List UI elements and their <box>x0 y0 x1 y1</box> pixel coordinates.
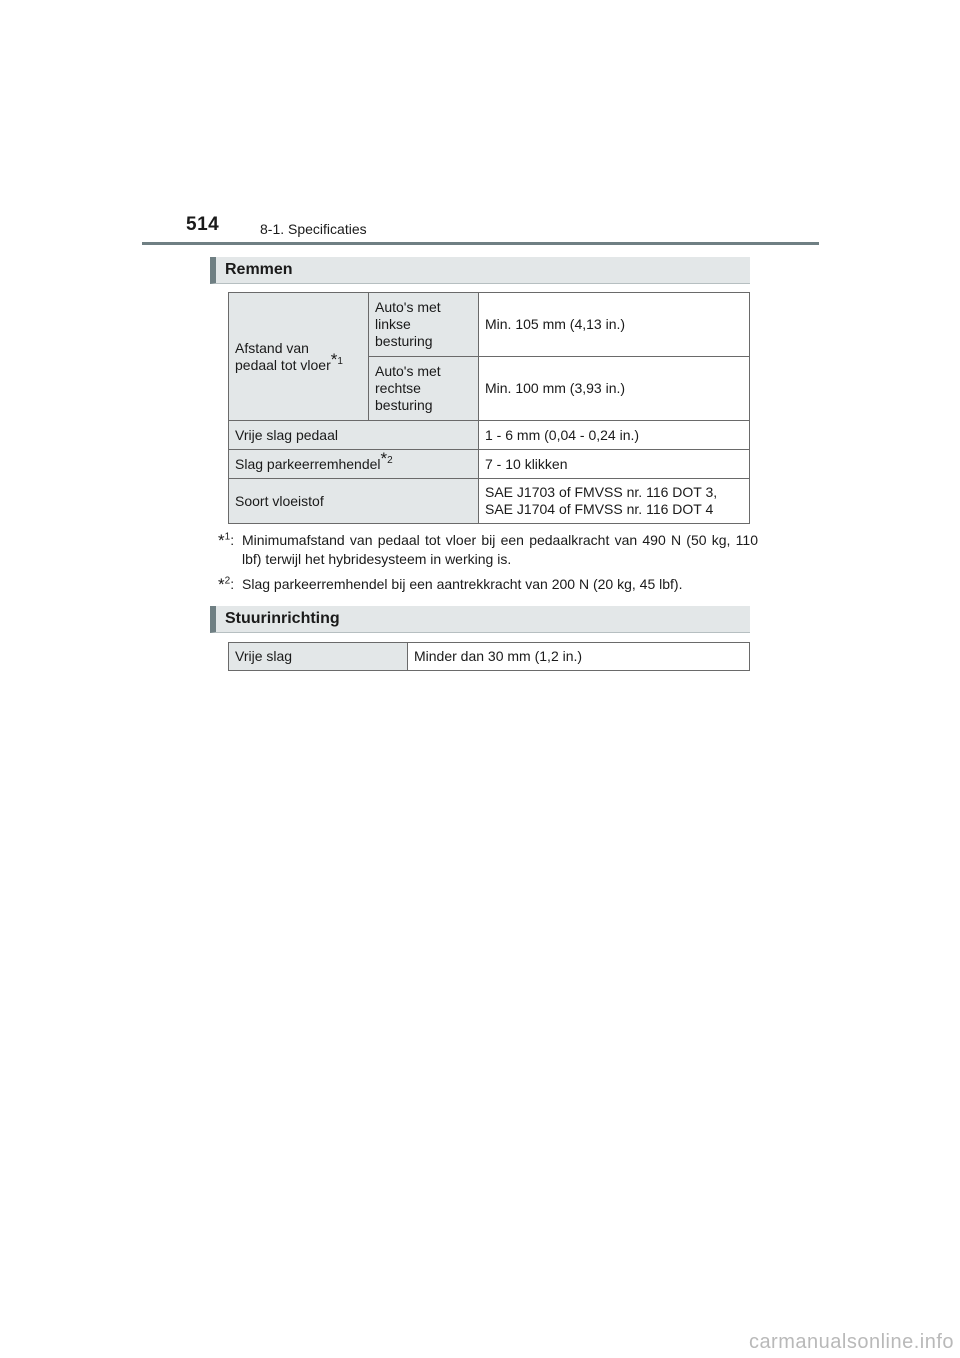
steering-spec-table <box>228 642 750 671</box>
fluid-type-label: Soort vloeistof <box>229 479 479 524</box>
free-play-label: Vrije slag pedaal <box>229 421 479 450</box>
table-row <box>229 450 750 479</box>
table-row <box>229 293 750 357</box>
pedal-distance-label: Afstand van pedaal tot vloer <box>235 339 331 373</box>
footnote-ref-2: 2 <box>387 454 393 466</box>
steering-free-play-label: Vrije slag <box>229 643 408 671</box>
lhd-value: Min. 105 mm (4,13 in.) <box>479 293 750 357</box>
header-rule <box>142 242 819 245</box>
section-title-steering: Stuurinrichting <box>225 610 340 627</box>
table-row <box>229 643 750 671</box>
footnote-2 <box>218 575 758 594</box>
free-play-value: 1 - 6 mm (0,04 - 0,24 in.) <box>479 421 750 450</box>
lhd-label: Auto's met linkse besturing <box>369 293 479 357</box>
rhd-value: Min. 100 mm (3,93 in.) <box>479 357 750 421</box>
section-title-brakes: Remmen <box>225 261 293 278</box>
lever-travel-label: Slag parkeerremhendel <box>235 455 381 472</box>
rhd-label: Auto's met rechtse besturing <box>369 357 479 421</box>
table-row <box>229 479 750 524</box>
chapter-title: 8-1. Specificaties <box>260 221 367 237</box>
table-row <box>229 421 750 450</box>
footnote-mark-1: *$^1$: <box>218 531 235 550</box>
section-heading-steering <box>210 606 750 633</box>
footnote-text-1: Minimumafstand van pedaal tot vloer bij een pedaalkracht van 490 N (50 kg, 110 lbf) terwijl het hybridesysteem in werking is. <box>242 532 758 567</box>
section-heading-brakes <box>210 257 750 284</box>
brakes-spec-table <box>228 292 750 524</box>
footnote-mark-2: *$^2$: <box>218 575 235 594</box>
steering-free-play-value: Minder dan 30 mm (1,2 in.) <box>408 643 750 671</box>
page-number: 514 <box>186 214 220 235</box>
footnote-text-2: Slag parkeerremhendel bij een aantrekkracht van 200 N (20 kg, 45 lbf). <box>242 576 683 592</box>
watermark: carmanualsonline.info <box>748 1331 954 1353</box>
lever-travel-value: 7 - 10 klikken <box>479 450 750 479</box>
footnote-1 <box>218 531 758 569</box>
footnote-ref-1: 1 <box>337 355 343 367</box>
fluid-type-value: SAE J1703 of FMVSS nr. 116 DOT 3, SAE J1704 of FMVSS nr. 116 DOT 4 <box>479 479 750 524</box>
pedal-distance-label-cell: Afstand van pedaal tot vloer$^{*1}$ <box>229 293 369 421</box>
lever-travel-label-cell: Slag parkeerremhendel$^{*2}$ <box>229 450 479 479</box>
